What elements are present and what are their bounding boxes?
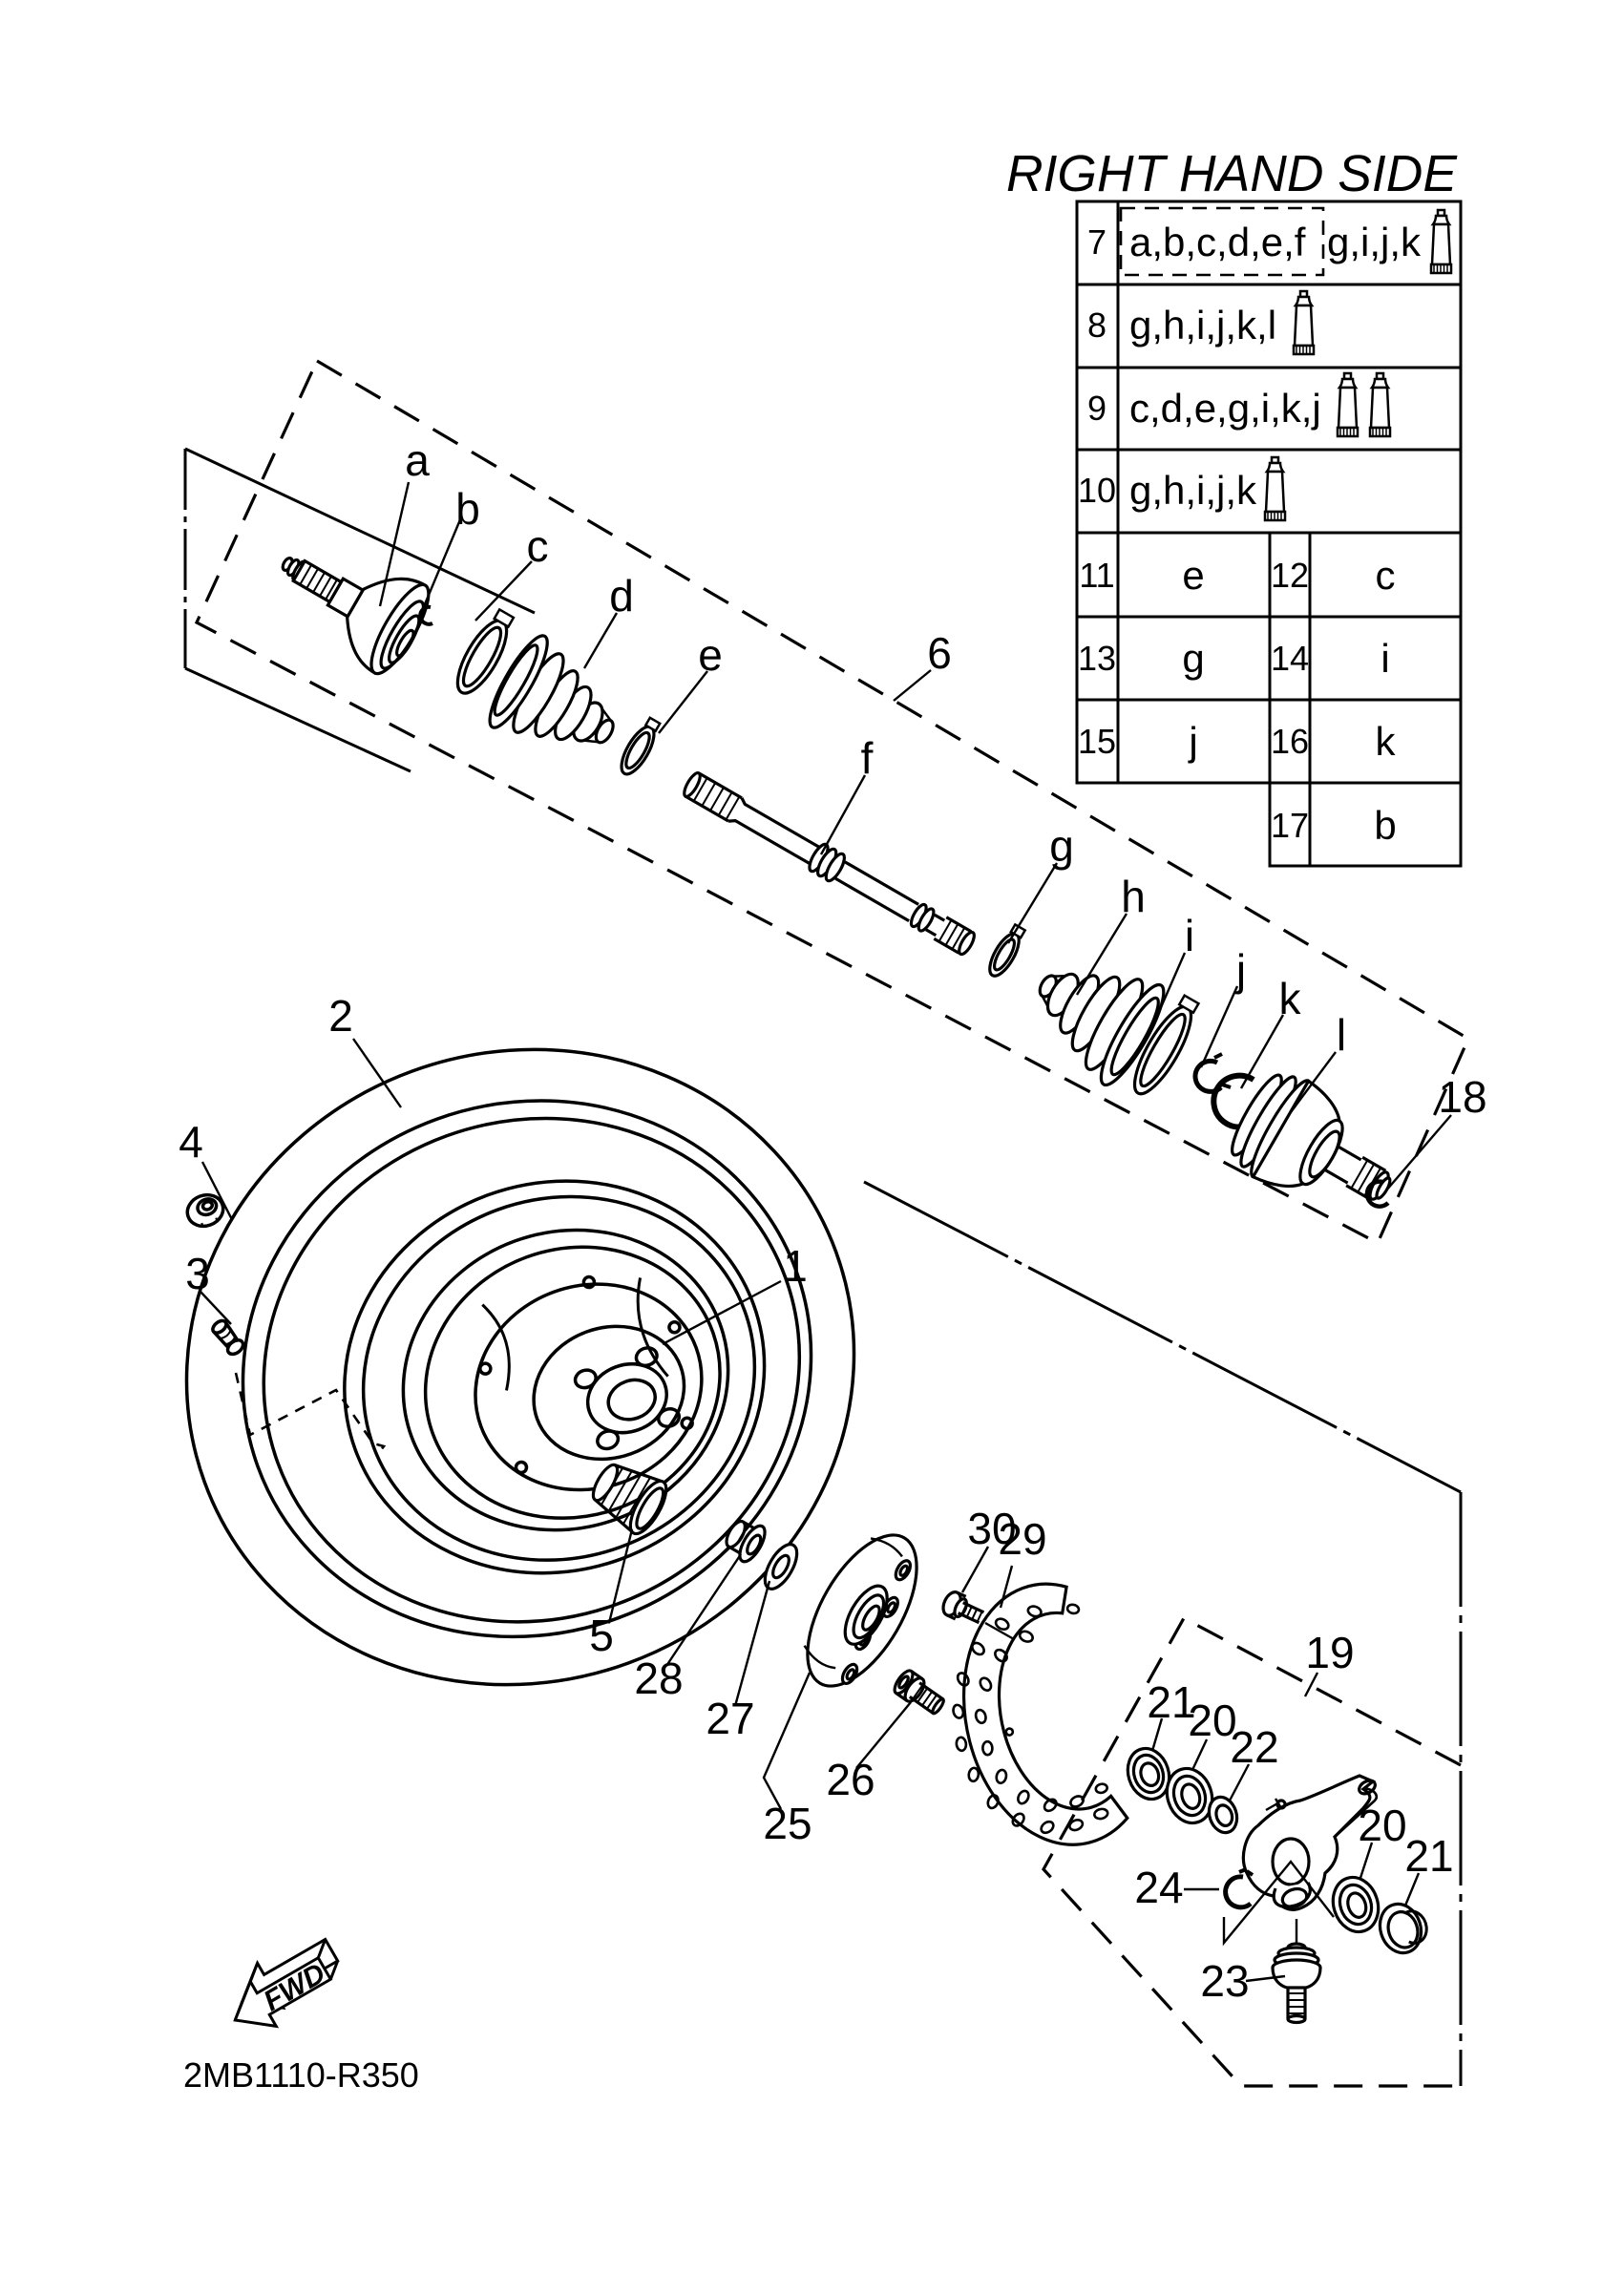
letters: g,i,j,k bbox=[1327, 220, 1422, 264]
callout-a: a bbox=[405, 435, 430, 485]
row-num: 17 bbox=[1270, 806, 1310, 845]
callout-21-upper: 21 bbox=[1147, 1677, 1196, 1727]
callout-i: i bbox=[1184, 911, 1195, 960]
row-num: 15 bbox=[1077, 722, 1117, 761]
boxed-letters: a,b,c,d,e,f bbox=[1129, 220, 1306, 264]
letters: c,d,e,g,i,k,j bbox=[1129, 386, 1321, 431]
callout-23: 23 bbox=[1200, 1956, 1250, 2006]
callout-19: 19 bbox=[1305, 1628, 1355, 1677]
callout-b: b bbox=[455, 484, 480, 534]
callout-25: 25 bbox=[763, 1799, 812, 1848]
callout-c: c bbox=[526, 521, 549, 571]
row-num: 11 bbox=[1079, 556, 1115, 595]
letter-cell: e bbox=[1182, 553, 1205, 598]
fwd-arrow-label: FWD bbox=[258, 1957, 331, 2018]
row-num: 12 bbox=[1270, 556, 1310, 595]
callout-28: 28 bbox=[634, 1654, 684, 1703]
letter-cell: g bbox=[1182, 636, 1205, 681]
callout-h: h bbox=[1121, 872, 1146, 921]
callout-f: f bbox=[860, 733, 874, 783]
callout-k: k bbox=[1278, 974, 1301, 1023]
callout-1: 1 bbox=[783, 1241, 808, 1291]
row-num: 10 bbox=[1077, 471, 1117, 510]
callout-g: g bbox=[1049, 821, 1074, 871]
letter-cell: b bbox=[1374, 803, 1397, 848]
letter-cell: i bbox=[1381, 636, 1390, 681]
drawing-code: 2MB1110-R350 bbox=[183, 2055, 419, 2095]
callout-21-lower: 21 bbox=[1404, 1831, 1454, 1881]
callout-22: 22 bbox=[1230, 1722, 1279, 1772]
row-num: 7 bbox=[1086, 222, 1107, 262]
callout-3: 3 bbox=[185, 1249, 210, 1298]
callout-18: 18 bbox=[1438, 1072, 1487, 1122]
row-num: 14 bbox=[1270, 639, 1310, 678]
callout-4: 4 bbox=[179, 1117, 203, 1167]
callout-20-upper: 20 bbox=[1188, 1696, 1237, 1745]
callout-j: j bbox=[1235, 945, 1247, 995]
letter-cell: k bbox=[1375, 719, 1396, 764]
letters: g,h,i,j,k,l bbox=[1129, 303, 1277, 348]
callout-20-lower: 20 bbox=[1358, 1801, 1407, 1850]
callout-l: l bbox=[1336, 1010, 1347, 1060]
callout-d: d bbox=[609, 571, 634, 621]
callout-24: 24 bbox=[1134, 1863, 1184, 1912]
callout-29: 29 bbox=[998, 1514, 1047, 1564]
row-num: 8 bbox=[1086, 305, 1107, 345]
callout-26: 26 bbox=[826, 1755, 875, 1804]
letter-cell: j bbox=[1189, 719, 1198, 764]
callout-6: 6 bbox=[927, 628, 952, 678]
callout-27: 27 bbox=[706, 1694, 755, 1743]
page-title: RIGHT HAND SIDE bbox=[1006, 145, 1458, 202]
letter-cell: c bbox=[1375, 553, 1396, 598]
callout-5: 5 bbox=[589, 1611, 614, 1660]
callout-30: 30 bbox=[967, 1504, 1017, 1553]
letters: g,h,i,j,k bbox=[1129, 468, 1257, 513]
callout-2: 2 bbox=[328, 991, 353, 1041]
row-num: 9 bbox=[1086, 389, 1107, 428]
callout-e: e bbox=[698, 630, 723, 680]
row-num: 16 bbox=[1270, 722, 1310, 761]
row-num: 13 bbox=[1077, 639, 1117, 678]
